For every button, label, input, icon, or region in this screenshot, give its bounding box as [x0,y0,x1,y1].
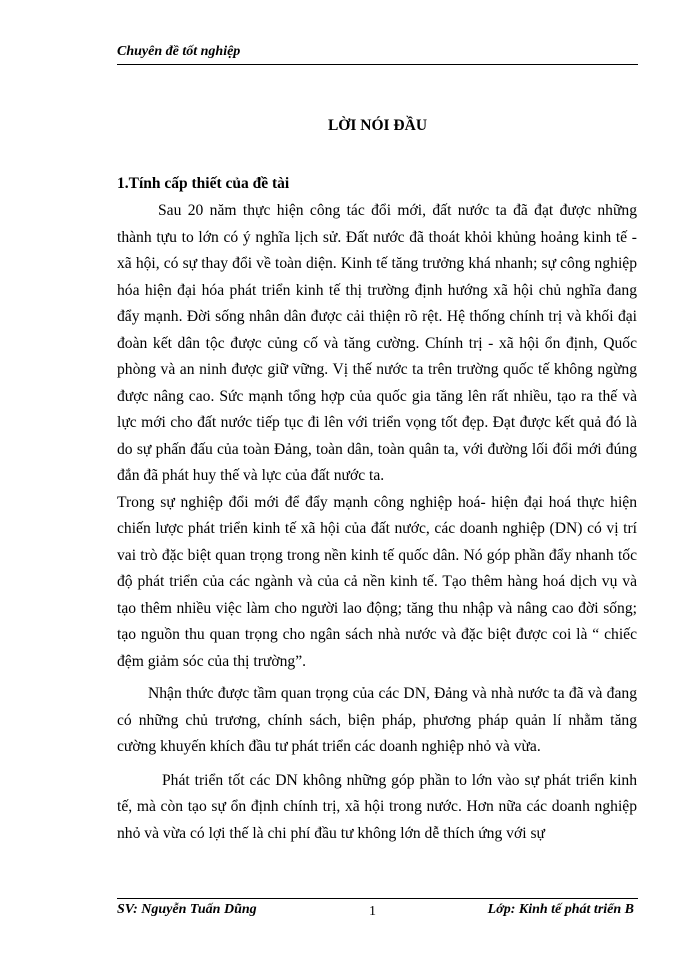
paragraph-2: Trong sự nghiệp đổi mới để đẩy mạnh công nghiệp hoá- hiện đại hoá thực hiện chiến lược phát triển kinh tế xã hội của đất nước, các doanh nghiệp (DN) có vị trí vai trò đặc biệt quan trọng trong nền kinh tế quốc dân. Nó góp phần đẩy nhanh tốc độ phát triển của các ngành và của cả nền kinh tế. Tạo thêm hàng hoá dịch vụ và tạo thêm nhiều việc làm cho người lao động; tăng thu nhập và nâng cao đời sống; tạo nguồn thu quan trọng cho ngân sách nhà nước và đặc biệt được coi là “ chiếc đệm giảm sóc của thị trường”. [117,493,637,670]
paragraph-3: Nhận thức được tầm quan trọng của các DN, Đảng và nhà nước ta đã và đang có những chủ trương, chính sách, biện pháp, phương pháp quản lí nhằm tăng cường khuyến khích đầu tư phát triển các doanh nghiệp nhỏ và vừa. [117,685,637,755]
footer-class-name: Lớp: Kinh tế phát triển B [487,902,634,917]
header-title: Chuyên đề tốt nghiệp [117,44,241,59]
page-footer [117,898,638,925]
page-number: 1 [369,904,376,919]
paragraph-4: Phát triển tốt các DN không những góp phần to lớn vào sự phát triển kinh tế, mà còn tạo sự ổn định chính trị, xã hội trong nước. Hơn nữa các doanh nghiệp nhỏ và vừa có lợi thế là chi phí đầu tư không lớn dễ thích ứng với sự [117,771,637,842]
page-header [117,44,638,65]
section-heading: 1.Tính cấp thiết của đề tài [117,175,290,192]
paragraph-1: Sau 20 năm thực hiện công tác đổi mới, đất nước ta đã đạt được những thành tựu to lớn có ý nghĩa lịch sử. Đất nước đã thoát khỏi khủng hoảng kinh tế - xã hội, có sự thay đổi về toàn diện. Kinh tế tăng trưởng khá nhanh; sự công nghiệp hóa hiện đại hóa phát triển kinh tế thị trường định hướng xã hội chủ nghĩa đang đẩy mạnh. Đời sống nhân dân được cải thiện rõ rệt. Hệ thống chính trị và khối đại đoàn kết dân tộc được củng cố và tăng cường. Chính trị - xã hội ổn định, Quốc phòng và an ninh được giữ vững. Vị thế nước ta trên trường quốc tế không ngừng được nâng cao. Sức mạnh tổng hợp của quốc gia tăng lên rất nhiều, tạo ra thế và lực mới cho đất nước tiếp tục đi lên với triển vọng tốt đẹp. Đạt được kết quả đó là do sự phấn đấu của toàn Đảng, toàn dân, toàn quân ta, với đường lối đổi mới đúng đắn đã phát huy thế và lực của đất nước ta. [117,202,637,484]
document-title: LỜI NÓI ĐẦU [327,117,428,134]
body-text [117,198,637,847]
footer-student-name: SV: Nguyễn Tuấn Dũng [117,902,257,917]
